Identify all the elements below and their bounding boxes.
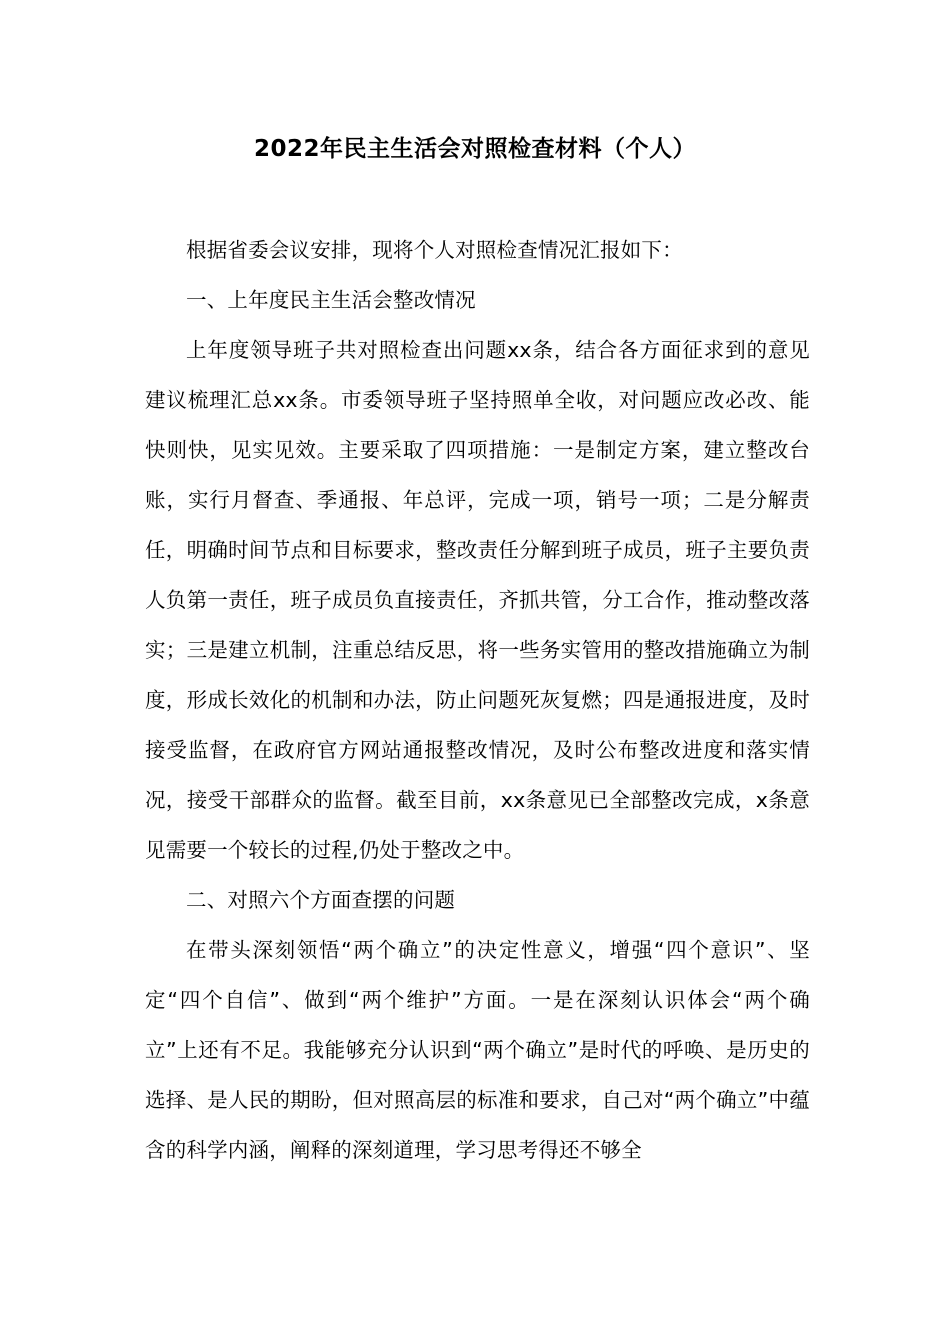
intro-paragraph: 根据省委会议安排，现将个人对照检查情况汇报如下： xyxy=(186,238,683,262)
section-heading-1: 一、上年度民主生活会整改情况 xyxy=(186,288,476,312)
document-title: 2022年民主生活会对照检查材料（个人） xyxy=(253,136,696,162)
document-body xyxy=(145,225,810,1175)
section-1-paragraph: 上年度领导班子共对照检查出问题xx条，结合各方面征求到的意见建议梳理汇总xx条。市委领导班子坚持照单全收，对问题应改必改、能快则快，见实见效。主要采取了四项措施：一是制定方案，建立整改台账，实行月督查、季通报、年总评，完成一项，销号一项；二是分解责任，明确时间节点和目标要求，整改责任分解到班子成员，班子主要负责人负第一责任，班子成员负直接责任，齐抓共管，分工合作，推动整改落实；三是建立机制，注重总结反思，将一些务实管用的整改措施确立为制度，形成长效化的机制和办法，防止问题死灰复燃；四是通报进度，及时接受监督，在政府官方网站通报整改情况，及时公布整改进度和落实情况，接受干部群众的监督。截至目前，xx条意见已全部整改完成，x条意见需要一个较长的过程,仍处于整改之中。 xyxy=(145,338,810,862)
section-2-paragraph: 在带头深刻领悟“两个确立”的决定性意义，增强“四个意识”、坚定“四个自信”、做到“两个维护”方面。一是在深刻认识体会“两个确立”上还有不足。我能够充分认识到“两个确立”是时代的呼唤、是历史的选择、是人民的期盼，但对照高层的标准和要求，自己对“两个确立”中蕴含的科学内涵，阐释的深刻道理，学习思考得还不够全 xyxy=(145,938,810,1162)
section-heading-2: 二、对照六个方面查摆的问题 xyxy=(186,888,456,912)
